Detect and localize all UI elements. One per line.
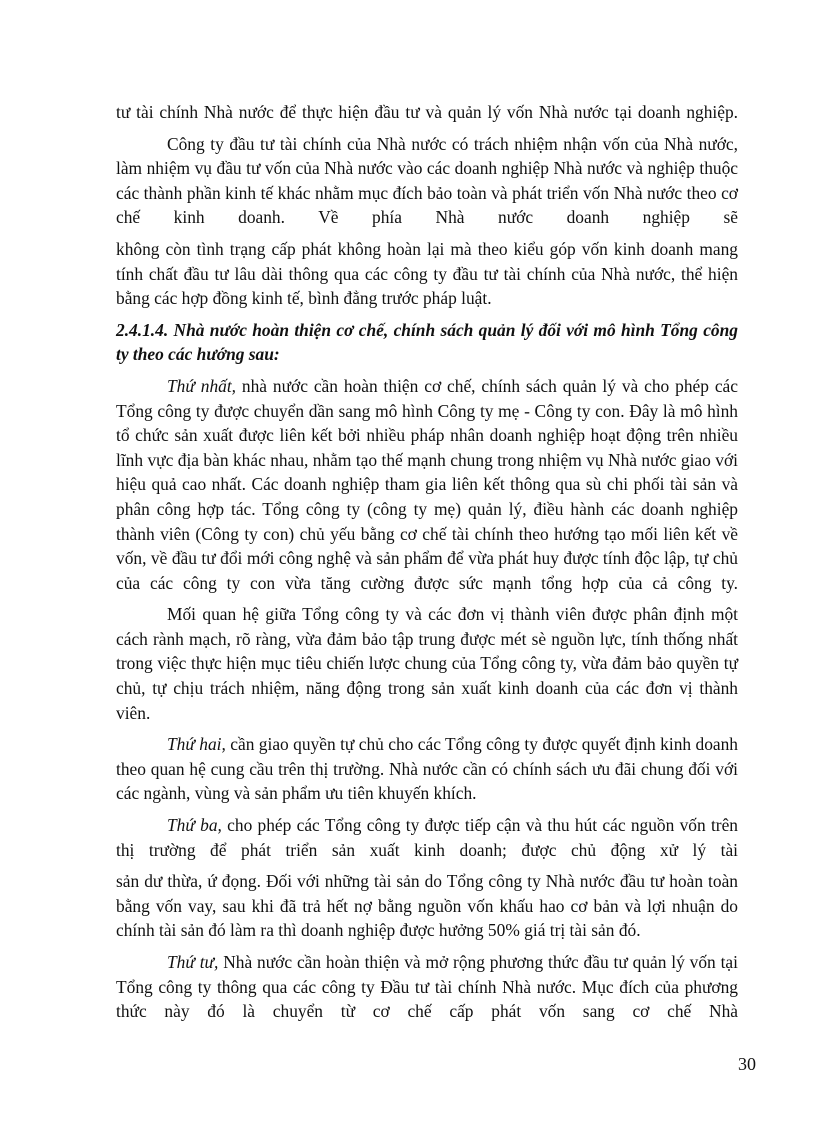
paragraph-lead: Thứ ba, [167, 815, 222, 836]
paragraph-lead: Thứ nhất, [167, 375, 237, 396]
paragraph-text: cho phép các Tổng công ty được tiếp cận và thu hút các nguồn vốn trên thị trường để phát triển sản xuất kinh doanh; được chủ động xử lý tài [116, 815, 738, 860]
paragraph-continuation: tư tài chính Nhà nước để thực hiện đầu tư và quản lý vốn Nhà nước tại doanh nghiệp. [116, 102, 738, 122]
section-heading: 2.4.1.4. Nhà nước hoàn thiện cơ chế, chính sách quản lý đối với mô hình Tổng công ty theo các hướng sau: [116, 319, 738, 365]
paragraph-text: cần giao quyền tự chủ cho các Tổng công ty được quyết định kinh doanh theo quan hệ cung cầu trên thị trường. Nhà nước cần có chính sách ưu đãi chung đối với các ngành, vùng và sản phẩm ưu tiên khuyến khích. [116, 734, 738, 804]
paragraph-lead: Thứ tư, [167, 952, 219, 972]
page-number: 30 [738, 1054, 756, 1074]
paragraph-text: Mối quan hệ giữa Tổng công ty và các đơn vị thành viên được phân định một cách rành mạch, rõ ràng, vừa đảm bảo tập trung được mét sè nguồn lực, tính thống nhất trong việc thực hiện mục tiêu chiến lược chung của Tổng công ty, vừa đảm bảo quyền tự chủ, tự chịu trách nhiệm, năng động trong sản xuất kinh doanh của các đơn vị thành viên. [116, 604, 738, 723]
page-body [116, 100, 738, 1031]
paragraph-third [116, 813, 738, 862]
paragraph-fourth [116, 950, 738, 1024]
paragraph-capital-contribution: không còn tình trạng cấp phát không hoàn lại mà theo kiểu góp vốn kinh doanh mang tính chất đầu tư lâu dài thông qua các công ty đầu tư tài chính của Nhà nước, thể hiện bằng các hợp đồng kinh tế, bình đẳng trước pháp luật. [116, 238, 738, 309]
paragraph-text: Nhà nước cần hoàn thiện và mở rộng phương thức đầu tư quản lý vốn tại Tổng công ty thông qua các công ty Đầu tư tài chính Nhà nước. Mục đích của phương thức này đó là chuyển từ cơ chế cấp phát vốn sang cơ chế Nhà [116, 952, 738, 1022]
paragraph-third-continued [116, 869, 738, 943]
paragraph-text: sản dư thừa, ứ đọng. Đối với những tài sản do Tổng công ty Nhà nước đầu tư hoàn toàn bằng vốn vay, sau khi đã trả hết nợ bằng nguồn vốn khấu hao cơ bản và lợi nhuận do chính tài sản đó làm ra thì doanh nghiệp được hưởng 50% giá trị tài sản đó. [116, 871, 738, 941]
paragraph-relationship [116, 602, 738, 725]
paragraph-investment-company: Công ty đầu tư tài chính của Nhà nước có trách nhiệm nhận vốn của Nhà nước, làm nhiệm vụ đầu tư vốn của Nhà nước vào các doanh nghiệp Nhà nước và nghiệp thuộc các thành phần kinh tế khác nhằm mục đích bảo toàn và phát triển vốn Nhà nước theo cơ chế kinh doanh. Về phía Nhà nước doanh nghiệp sẽ [116, 133, 738, 228]
paragraph-first [116, 374, 738, 595]
paragraph-lead: Thứ hai, [167, 734, 226, 755]
paragraph-second [116, 732, 738, 806]
paragraph-text: nhà nước cần hoàn thiện cơ chế, chính sách quản lý và cho phép các Tổng công ty được chuyển dần sang mô hình Công ty mẹ - Công ty con. Đây là mô hình tổ chức sản xuất được liên kết bởi nhiều pháp nhân doanh nghiệp hoạt động trên nhiều lĩnh vực địa bàn khác nhau, nhằm tạo thế mạnh chung trong nhiệm vụ Nhà nước giao với hiệu quả cao nhất. Các doanh nghiệp tham gia liên kết thông qua sù chi phối tài sản và phân công hợp tác. Tổng công ty (công ty mẹ) quản lý, điều hành các doanh nghiệp thành viên (Công ty con) chủ yếu bằng cơ chế tài chính theo hướng tạo mối liên kết về vốn, về đầu tư đổi mới công nghệ và sản phẩm để vừa phát huy được tính độc lập, tự chủ của các công ty con vừa tăng cường được sức mạnh tổng hợp của cả công ty. [116, 375, 738, 593]
